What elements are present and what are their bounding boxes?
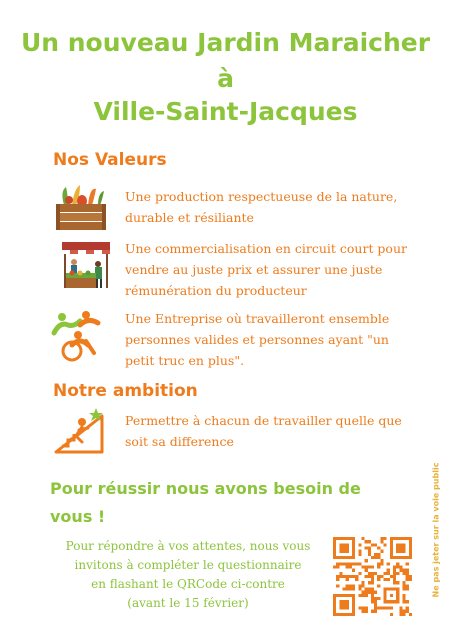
request-line-2: invitons à compléter le questionnaire <box>74 558 302 572</box>
need-heading: Pour réussir nous avons besoin de vous ! <box>50 479 361 526</box>
ambition-heading: Notre ambition <box>53 381 198 401</box>
vegetable-crate-icon <box>52 183 110 233</box>
side-note: Ne pas jeter sur la voie public <box>431 462 441 598</box>
title-line-2: à <box>217 64 234 93</box>
values-heading: Nos Valeurs <box>53 150 167 170</box>
value-text-1: Une production respectueuse de la nature, durable et résiliante <box>125 189 398 225</box>
value-text-2: Une commercialisation en circuit court pour vendre au juste prix et assurer une juste rémunération du producteur <box>125 241 407 298</box>
request-line-1: Pour répondre à vos attentes, nous vous <box>65 539 311 553</box>
title-line-1: Un nouveau Jardin Maraicher <box>20 28 431 57</box>
inclusion-people-icon <box>50 307 106 363</box>
ambition-text: Permettre à chacun de travailler quelle que soit sa difference <box>125 413 402 449</box>
title-line-3: Ville-Saint-Jacques <box>93 97 358 126</box>
climber-star-icon <box>52 406 107 456</box>
qr-code-icon[interactable] <box>333 537 412 616</box>
questionnaire-request <box>48 537 328 613</box>
value-text-3: Une Entreprise où travailleront ensemble personnes valides et personnes ayant "un petit truc en plus". <box>125 311 390 368</box>
request-line-4: (avant le 15 février) <box>127 596 249 610</box>
market-stall-icon <box>60 240 112 292</box>
request-line-3: en flashant le QRCode ci-contre <box>91 577 285 591</box>
